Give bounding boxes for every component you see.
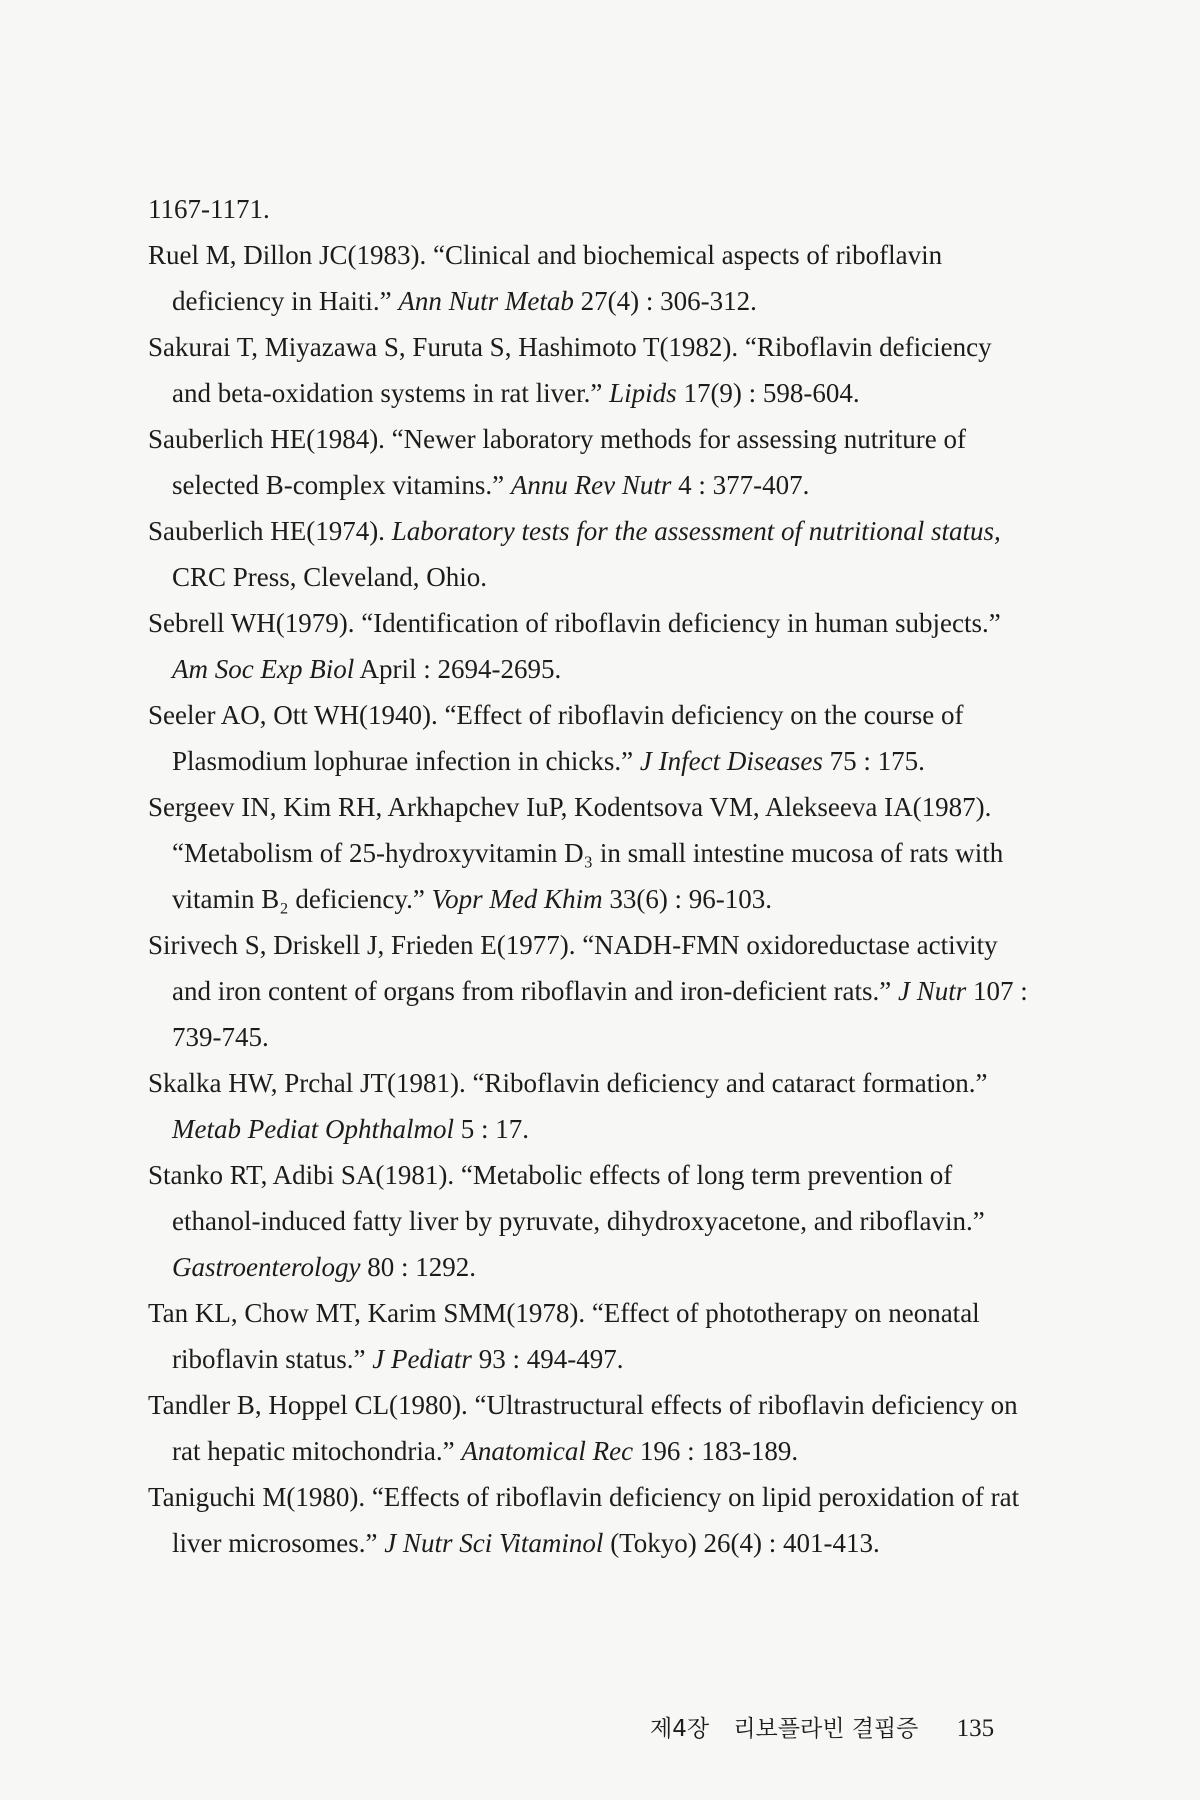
page-footer	[650, 1710, 1070, 1743]
ref-citation: 80 : 1292.	[360, 1252, 476, 1282]
ref-citation: 93 : 494-497.	[471, 1344, 624, 1374]
journal-title: Metab Pediat Ophthalmol	[172, 1114, 454, 1144]
ref-text: Tandler B, Hoppel CL(1980). “Ultrastructural effects of riboflavin deficiency on rat hepatic mitochondria.”	[148, 1390, 1018, 1466]
ref-citation: (Tokyo) 26(4) : 401-413.	[603, 1528, 880, 1558]
reference-entry	[148, 1382, 1028, 1474]
ref-text: Tan KL, Chow MT, Karim SMM(1978). “Effect of phototherapy on neonatal riboflavin status.”	[148, 1298, 980, 1374]
reference-entry	[148, 1290, 1028, 1382]
ref-citation: 196 : 183-189.	[633, 1436, 799, 1466]
reference-entry	[148, 232, 1028, 324]
ref-text: Sergeev IN, Kim RH, Arkhapchev IuP, Kodentsova VM, Alekseeva IA(1987). “Metabolism of 25-hydroxyvitamin D₃ in small intestine mucosa of rats with vitamin B₂ deficiency.”	[148, 792, 1004, 914]
journal-title: Anatomical Rec	[461, 1436, 634, 1466]
ref-citation: CRC Press, Cleveland, Ohio.	[172, 562, 487, 592]
reference-entry	[148, 324, 1028, 416]
ref-text: Stanko RT, Adibi SA(1981). “Metabolic effects of long term prevention of ethanol-induced fatty liver by pyruvate, dihydroxyacetone, and riboflavin.”	[148, 1160, 985, 1236]
ref-citation: 5 : 17.	[453, 1114, 529, 1144]
ref-text: Seeler AO, Ott WH(1940). “Effect of riboflavin deficiency on the course of Plasmodium lophurae infection in chicks.”	[148, 700, 964, 776]
journal-title: Lipids	[609, 378, 677, 408]
reference-entry	[148, 922, 1028, 1060]
chapter-label: 제4장	[650, 1716, 710, 1742]
reference-entry	[148, 416, 1028, 508]
ref-citation: 17(9) : 598-604.	[676, 378, 860, 408]
journal-title: Annu Rev Nutr	[510, 470, 672, 500]
ref-text: Ruel M, Dillon JC(1983). “Clinical and biochemical aspects of riboflavin deficiency in Haiti.”	[148, 240, 943, 316]
journal-title: Vopr Med Khim	[431, 884, 603, 914]
journal-title: Ann Nutr Metab	[398, 286, 574, 316]
reference-entry	[148, 1152, 1028, 1290]
journal-title: Am Soc Exp Biol	[172, 654, 355, 684]
journal-title: J Pediatr	[372, 1344, 472, 1374]
ref-citation: 107 : 739-745.	[172, 976, 1028, 1052]
journal-title: J Nutr Sci Vitaminol	[384, 1528, 604, 1558]
book-title: Laboratory tests for the assessment of nutritional status,	[391, 516, 1001, 546]
ref-text: Sauberlich HE(1974).	[148, 516, 392, 546]
journal-title: J Nutr	[898, 976, 967, 1006]
journal-title: J Infect Diseases	[639, 746, 823, 776]
reference-list	[148, 186, 1028, 1566]
ref-citation: 27(4) : 306-312.	[573, 286, 757, 316]
continued-page-range: 1167-1171.	[148, 194, 270, 224]
reference-entry	[148, 600, 1028, 692]
ref-citation: 4 : 377-407.	[671, 470, 810, 500]
ref-citation: 75 : 175.	[822, 746, 925, 776]
reference-entry	[148, 508, 1028, 600]
ref-text: Sirivech S, Driskell J, Frieden E(1977). “NADH-FMN oxidoreductase activity and iron content of organs from riboflavin and iron-deficient rats.”	[148, 930, 998, 1006]
chapter-title: 리보플라빈 결핍증	[733, 1716, 919, 1742]
ref-text: Sakurai T, Miyazawa S, Furuta S, Hashimoto T(1982). “Riboflavin deficiency and beta-oxidation systems in rat liver.”	[148, 332, 992, 408]
ref-citation: April : 2694-2695.	[354, 654, 562, 684]
journal-title: Gastroenterology	[172, 1252, 361, 1282]
ref-text: Skalka HW, Prchal JT(1981). “Riboflavin deficiency and cataract formation.”	[148, 1068, 988, 1098]
reference-entry	[148, 1060, 1028, 1152]
ref-citation: 33(6) : 96-103.	[602, 884, 773, 914]
reference-entry	[148, 784, 1028, 922]
reference-entry	[148, 1474, 1028, 1566]
reference-entry	[148, 692, 1028, 784]
ref-text: Taniguchi M(1980). “Effects of riboflavin deficiency on lipid peroxidation of rat liver microsomes.”	[148, 1482, 1020, 1558]
page-number: 135	[956, 1715, 995, 1742]
ref-text: Sauberlich HE(1984). “Newer laboratory methods for assessing nutriture of selected B-complex vitamins.”	[148, 424, 967, 500]
ref-text: Sebrell WH(1979). “Identification of riboflavin deficiency in human subjects.”	[148, 608, 1001, 638]
